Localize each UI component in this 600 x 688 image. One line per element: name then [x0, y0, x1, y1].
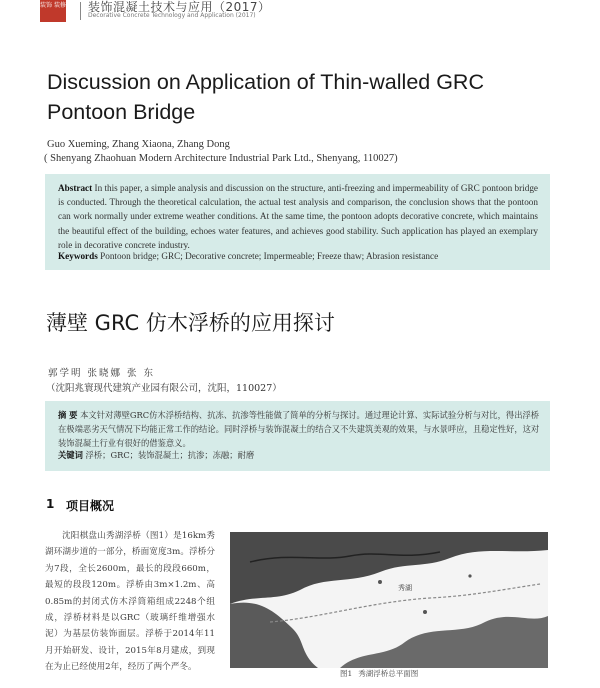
abstract-en: [58, 181, 538, 252]
island-marker: [468, 574, 471, 577]
keywords-text: Pontoon bridge; GRC; Decorative concrete; Impermeable; Freeze thaw; Abrasion resistance: [100, 251, 439, 261]
journal-logo: 装饰 装修: [40, 0, 66, 22]
keywords-label: Keywords: [58, 251, 98, 261]
figure-caption-label: 图1: [340, 669, 353, 678]
figure-caption-text: 秀湖浮桥总平面图: [358, 669, 419, 678]
keywords-cn-label: 关键词: [58, 450, 83, 460]
island-marker: [378, 580, 382, 584]
site-plan-figure: [230, 532, 548, 668]
affiliation-cn: （沈阳兆寰现代建筑产业园有限公司，沈阳，110027）: [46, 383, 282, 394]
abstract-label: Abstract: [58, 183, 93, 193]
keywords-cn-text: 浮桥；GRC；装饰混凝土；抗渗；冻融；耐磨: [85, 450, 255, 460]
authors-cn: 郭学明 张晓娜 张 东: [48, 368, 156, 379]
paper-title-en: Discussion on Application of Thin-walled GRC Pontoon Bridge: [47, 70, 484, 124]
journal-title: 装饰混凝土技术与应用（2017）: [88, 0, 271, 14]
journal-subtitle: Decorative Concrete Technology and Application (2017): [88, 12, 256, 19]
abstract-cn: [58, 408, 540, 450]
keywords-en: [58, 251, 538, 261]
paper-title-cn: 薄壁 GRC 仿木浮桥的应用探讨: [46, 311, 335, 335]
authors-en: Guo Xueming, Zhang Xiaona, Zhang Dong: [47, 139, 230, 150]
body-paragraph: 沈阳棋盘山秀湖浮桥（图1）是16km秀湖环湖步道的一部分，桥面宽度3m。浮桥分为7段，全长2600m，最长的段段660m，最短的段段120m。浮桥由3m×1.2m、高0.85m的封闭式仿木浮筒箱组成2248个组成，浮桥材料是以GRC（玻璃纤维增强水泥）为基层仿装饰面层。浮桥于2014年11月开始研发、设计，2015年8月建成，到现在为止已经使用2年，经历了两个严冬。: [45, 531, 215, 673]
abstract-text: In this paper, a simple analysis and discussion on the structure, anti-freezing and impermeability of GRC pontoon bridge is conducted. Through the theoretical calculation, the actual test analysis and comparison, the conclusion shows that the pontoon can work normally under extreme weather conditions. At the same time, the pontoon adopts decorative concrete, which maintains the beautiful effect of the building, echoes water features, and achieves good stability. Such application has played an exemplary role in decorative concrete industry.: [58, 183, 538, 250]
section-number: 1: [46, 497, 55, 511]
affiliation-en: ( Shenyang Zhaohuan Modern Architecture Industrial Park Ltd., Shenyang, 110027): [44, 153, 398, 164]
figure-caption: [340, 668, 418, 679]
section-title: 项目概况: [66, 499, 115, 513]
abstract-cn-label: 摘 要: [58, 410, 78, 420]
abstract-cn-text: 本文针对薄壁GRC仿木浮桥结构、抗冻、抗渗等性能做了简单的分析与探讨。通过理论计算、实际试验分析与对比，得出浮桥在极端恶劣天气情况下均能正常工作的结论。同时浮桥与装饰混凝土的结合又不失建筑美观的效果，与水景呼应，且稳定性好，这对装饰混凝土行业有很好的借鉴意义。: [58, 410, 540, 448]
island-marker: [423, 610, 427, 614]
map-label-lake: 秀湖: [398, 584, 412, 592]
keywords-cn: [58, 449, 540, 461]
header-divider: [80, 2, 81, 20]
